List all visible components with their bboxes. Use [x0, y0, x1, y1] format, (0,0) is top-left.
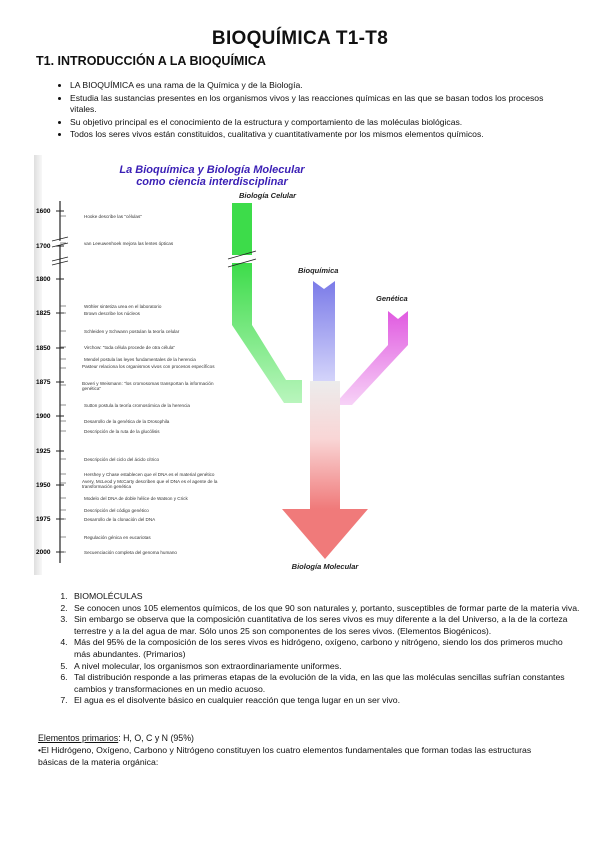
event-item [60, 457, 160, 462]
branch-cell-top [232, 203, 252, 257]
event-text: Mendel postula las leyes fundamentales de la herencia [84, 357, 196, 362]
event-item [60, 345, 175, 350]
year-label: 1925 [36, 448, 51, 455]
year-label: 1950 [36, 482, 51, 489]
event-list [60, 214, 242, 555]
timeline-diagram [34, 155, 434, 575]
intro-bullet: • Estudia las sustancias presentes en los organismos vivos y las reacciones químicas en las que se basan todos los procesos vitales. [70, 93, 570, 116]
event-item [60, 429, 160, 434]
event-item [60, 535, 151, 540]
event-text: Boveri y Weismann: "los cromosomas transportan la información genética" [82, 381, 214, 392]
event-text: Schleiden y Schwann postulan la teoría celular [84, 329, 180, 334]
timeline-figure [34, 155, 434, 575]
event-text: Wöhler sintetiza urea en el laboratorio [84, 304, 162, 309]
branch-label-genetics: Genética [376, 294, 408, 303]
event-text: Avery, McLeod y McCarty describen que el DNA es el agente de la transformación genética [82, 479, 218, 490]
event-item [60, 241, 174, 246]
year-label: 1900 [36, 413, 51, 420]
numbered-item: 2. Se conocen unos 105 elementos químicos, de los que 90 son naturales y, portanto, susceptibles de formar parte de la materia viva. [70, 603, 580, 615]
year-label: 1600 [36, 208, 51, 215]
event-item [60, 329, 180, 334]
event-item [60, 381, 220, 395]
biomolecules-list [50, 591, 580, 707]
branch-label-cell: Biología Celular [239, 191, 297, 200]
event-text: Regulación génica en eucariotas [84, 535, 151, 540]
intro-bullet: • LA BIOQUÍMICA es una rama de la Química y de la Biología. [70, 80, 570, 92]
section-title: T1. INTRODUCCIÓN A LA BIOQUÍMICA [36, 54, 266, 68]
numbered-item: 6. Tal distribución responde a las primeras etapas de la evolución de la vida, en las que las moléculas sencillas sufrían constantes cambios y transformaciones en un medio acuoso. [70, 672, 580, 695]
year-label: 1875 [36, 379, 51, 386]
event-text: Hooke describe las "células" [84, 214, 142, 219]
event-item [60, 357, 196, 362]
numbered-item: 1. BIOMOLÉCULAS [70, 591, 580, 603]
numbered-item: 5. A nivel molecular, los organismos son extraordinariamente uniformes. [70, 661, 580, 673]
event-item [60, 364, 220, 378]
figure-title-line1: La Bioquímica y Biología Molecular [119, 164, 305, 176]
branch-biochem [313, 281, 335, 385]
intro-bullet-list [50, 80, 570, 142]
event-text: Sutton postula la teoría cromosómica de la herencia [84, 403, 190, 408]
event-item [60, 311, 141, 316]
branch-cell [232, 263, 302, 403]
event-item [60, 508, 149, 513]
branch-label-biochem: Bioquímica [298, 266, 339, 275]
event-text: Modelo del DNA de doble hélice de Watson y Crick [84, 496, 188, 501]
primary-elements-heading [38, 733, 194, 743]
intro-bullet: • Su objetivo principal es el conocimiento de la estructura y comportamiento de las moléculas biológicas. [70, 117, 570, 129]
numbered-item: 3. Sin embargo se observa que la composición cuantitativa de los seres vivos es muy diferente a la del Universo, a la de la corteza terrestre y a la del agua de mar. Sólo unos 25 son componentes de los seres vivos. (Elementos Biogénicos). [70, 614, 580, 637]
numbered-item: 4. Más del 95% de la composición de los seres vivos es hidrógeno, oxígeno, carbono y nitrógeno, siendo los dos primeros mucho más abundantes. (Primarios) [70, 637, 580, 660]
branch-genetics [334, 311, 408, 405]
event-item [60, 517, 156, 522]
event-text: Secuenciación completa del genoma humano [84, 550, 177, 555]
event-item [60, 496, 188, 501]
year-label: 1975 [36, 516, 51, 523]
event-item [60, 479, 242, 493]
primary-elements-value: : H, O, C y N (95%) [118, 733, 194, 743]
year-label: 1700 [36, 243, 51, 250]
year-label: 1800 [36, 276, 51, 283]
event-text: Hershey y Chase establecen que el DNA es el material genético [84, 472, 215, 477]
year-label: 1850 [36, 345, 51, 352]
molecular-trunk [310, 381, 340, 509]
event-text: Descripción del ciclo del ácido cítrico [84, 457, 160, 462]
page-title: BIOQUÍMICA T1-T8 [211, 28, 389, 49]
intro-bullet: • Todos los seres vivos están constituidos, cualitativa y cuantitativamente por los mismos elementos químicos. [70, 129, 570, 141]
event-item [60, 419, 170, 424]
event-text: Virchow: "toda célula procede de otra célula" [84, 345, 176, 350]
year-label: 1825 [36, 310, 51, 317]
event-item [60, 304, 162, 309]
primary-elements-text: •El Hidrógeno, Oxígeno, Carbono y Nitrógeno constituyen los cuatro elementos fundamentales que forman todas las estructuras básicas de la materia orgánica: [38, 745, 532, 767]
event-text: Descripción del código genético [84, 508, 149, 513]
event-item [60, 403, 190, 408]
event-item [60, 472, 215, 477]
event-text: Descripción de la ruta de la glucólisis [84, 429, 160, 434]
event-item [60, 214, 142, 219]
figure-title-line2: como ciencia interdisciplinar [136, 176, 288, 188]
event-item [60, 550, 177, 555]
primary-elements-label: Elementos primarios [38, 733, 119, 743]
event-text: Pasteur relaciona los organismos vivos con procesos específicos [82, 364, 215, 369]
branch-label-molecular: Biología Molecular [291, 562, 359, 571]
event-text: Desarrollo de la clonación del DNA [84, 517, 156, 522]
event-text: Desarrollo de la genética de la Drosophila [84, 419, 170, 424]
event-text: van Leeuwenhoek mejora las lentes ópticas [84, 241, 174, 246]
event-text: Brown describe los núcleos [84, 311, 140, 316]
year-label: 2000 [36, 549, 51, 556]
numbered-item: 7. El agua es el disolvente básico en cualquier reacción que tenga lugar en un ser vivo. [70, 695, 580, 707]
molecular-arrowhead [282, 509, 368, 559]
